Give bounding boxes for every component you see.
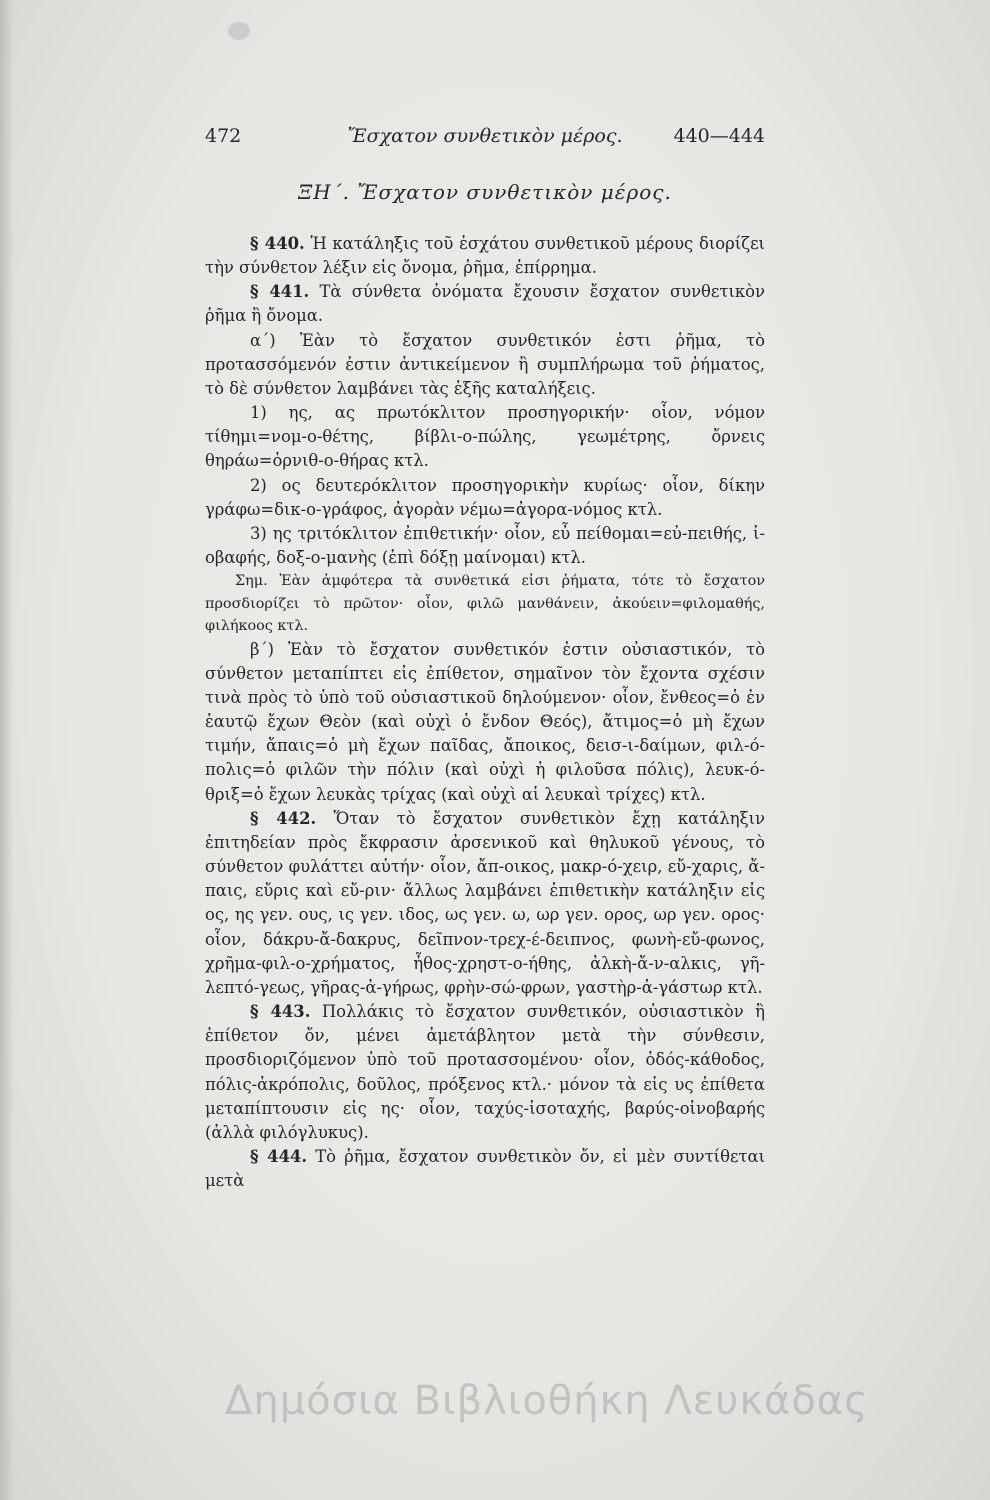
remark-note: Σημ. Ἐὰν ἀμφότερα τὰ συνθετικά εἰσι ῥήματα, τότε τὸ ἔσχατον προσδιορίζει τὸ πρῶτον· οἷον, φιλῶ μανθάνειν, ἀκούειν=φιλομαθής, φιλήκοος κτλ. bbox=[205, 573, 765, 635]
section-mark: § 443. bbox=[250, 1002, 311, 1022]
page-number: 472 bbox=[205, 125, 242, 147]
chapter-title: ΞΗ΄. Ἔσχατον συνθετικὸν μέρος. bbox=[298, 180, 672, 204]
section-mark: § 444. bbox=[250, 1146, 308, 1166]
library-watermark: Δημόσια Βιβλιοθήκη Λευκάδας bbox=[225, 1378, 869, 1424]
paragraph-441-a-2: 2) ος δευτερόκλιτον προσηγορικὴν κυρίως· οἷον, δίκην γράφω=δικ-ο-γράφος, ἀγορὰν νέμω=ἀγορα-νόμος κτλ. bbox=[205, 475, 765, 519]
paragraph-444 bbox=[205, 1145, 765, 1193]
page-edge-shadow bbox=[0, 0, 14, 1500]
paragraph-441 bbox=[205, 280, 765, 328]
paragraph-text: Τὸ ῥῆμα, ἔσχατον συνθετικὸν ὄν, εἰ μὲν συντίθεται μετὰ bbox=[205, 1146, 765, 1191]
paragraph-440 bbox=[205, 232, 765, 280]
paragraph-442 bbox=[205, 807, 765, 1000]
section-range: 440—444 bbox=[673, 125, 765, 147]
paragraph-443 bbox=[205, 1000, 765, 1145]
paragraph-text: Τὰ σύνθετα ὀνόματα ἔχουσιν ἔσχατον συνθετικὸν ῥῆμα ἢ ὄνομα. bbox=[205, 282, 765, 326]
section-mark: § 442. bbox=[250, 808, 317, 828]
paragraph-text: Ἡ κατάληξις τοῦ ἐσχάτου συνθετικοῦ μέρους διορίζει τὴν σύνθετον λέξιν εἰς ὄνομα, ῥῆμα, ἐπίρρημα. bbox=[205, 234, 765, 278]
body-text bbox=[205, 232, 765, 1193]
running-head bbox=[205, 125, 765, 153]
section-mark: § 440. bbox=[250, 234, 305, 253]
running-title: Ἔσχατον συνθετικὸν μέρος. bbox=[347, 125, 623, 147]
paragraph-441-b: β΄) Ἐὰν τὸ ἔσχατον συνθετικόν ἐστιν οὐσιαστικόν, τὸ σύνθετον μεταπίπτει εἰς ἐπίθετον, σημαῖνον τὸν ἔχοντα σχέσιν τινὰ πρὸς τὸ ὑπὸ τοῦ οὐσιαστικοῦ δηλούμενον· οἷον, ἔνθεος=ὁ ἐν ἑαυτῷ ἔχων Θεὸν (καὶ οὐχὶ ὁ ἔνδον Θεός), ἄτιμος=ὁ μὴ ἔχων τιμήν, ἄπαις=ὁ μὴ ἔχων παῖδας, ἄποικος, δεισ-ι-δαίμων, φιλ-ό-πολις=ὁ φιλῶν τὴν πόλιν (καὶ οὐχὶ ἡ φιλοῦσα πόλις), λευκ-ό-θριξ=ὁ ἔχων λευκὰς τρίχας (καὶ οὐχὶ αἱ λευκαὶ τρίχες) κτλ. bbox=[205, 639, 765, 804]
paper-stain bbox=[228, 22, 250, 40]
paragraph-text: Πολλάκις τὸ ἔσχατον συνθετικόν, οὐσιαστικὸν ἢ ἐπίθετον ὄν, μένει ἀμετάβλητον μετὰ τὴν σύνθεσιν, προσδιοριζόμενον ὑπὸ τοῦ προτασσομένου· οἷον, ὁδός-κάθοδος, πόλις-ἀκρόπολις, δοῦλος, πρόξενος κτλ.· μόνον τὰ εἰς υς ἐπίθετα μεταπίπτουσιν εἰς ης· οἷον, ταχύς-ἰσοταχής, βαρύς-οἰνοβαρής (ἀλλὰ φιλόγλυκυς). bbox=[205, 1002, 765, 1142]
paragraph-441-a-1: 1) ης, ας πρωτόκλιτον προσηγορικήν· οἷον, νόμον τίθημι=νομ-ο-θέτης, βίβλι-ο-πώλης, γεωμέτρης, ὄρνεις θηράω=ὀρνιθ-ο-θήρας κτλ. bbox=[205, 403, 765, 471]
paragraph-text: Ὅταν τὸ ἔσχατον συνθετικὸν ἔχῃ κατάληξιν ἐπιτηδείαν πρὸς ἔκφρασιν ἀρσενικοῦ καὶ θηλυκοῦ γένους, τὸ σύνθετον φυλάττει αὐτήν· οἷον, ἄπ-οικος, μακρ-ό-χειρ, εὔ-χαρις, ἄ-παις, εὔρις καὶ εὔ-ριν· ἄλλως λαμβάνει ἐπιθετικὴν κατάληξιν εἰς ος, ης γεν. ους, ις γεν. ιδος, ως γεν. ω, ωρ γεν. ορος, ωρ γεν. ορος· οἷον, δάκρυ-ἄ-δακρυς, δεῖπνον-τρεχ-έ-δειπνος, φωνὴ-εὔ-φωνος, χρῆμα-φιλ-ο-χρήματος, ἦθος-χρηστ-ο-ήθης, ἀλκὴ-ἄ-ν-αλκις, γῆ-λεπτό-γεως, γῆρας-ἀ-γήρως, φρὴν-σώ-φρων, γαστὴρ-ἀ-γάστωρ κτλ. bbox=[205, 808, 765, 997]
section-mark: § 441. bbox=[250, 282, 310, 302]
paragraph-441-a-3: 3) ης τριτόκλιτον ἐπιθετικήν· οἷον, εὖ πείθομαι=εὐ-πειθής, ἰ-οβαφής, δοξ-ο-μανὴς (ἐπὶ δόξῃ μαίνομαι) κτλ. bbox=[205, 523, 765, 568]
paragraph-441-a: α΄) Ἐὰν τὸ ἔσχατον συνθετικόν ἐστι ῥῆμα, τὸ προτασσόμενόν ἐστιν ἀντικείμενον ἢ συμπλήρωμα τοῦ ῥήματος, τὸ δὲ σύνθετον λαμβάνει τὰς ἑξῆς καταλήξεις. bbox=[205, 330, 765, 398]
